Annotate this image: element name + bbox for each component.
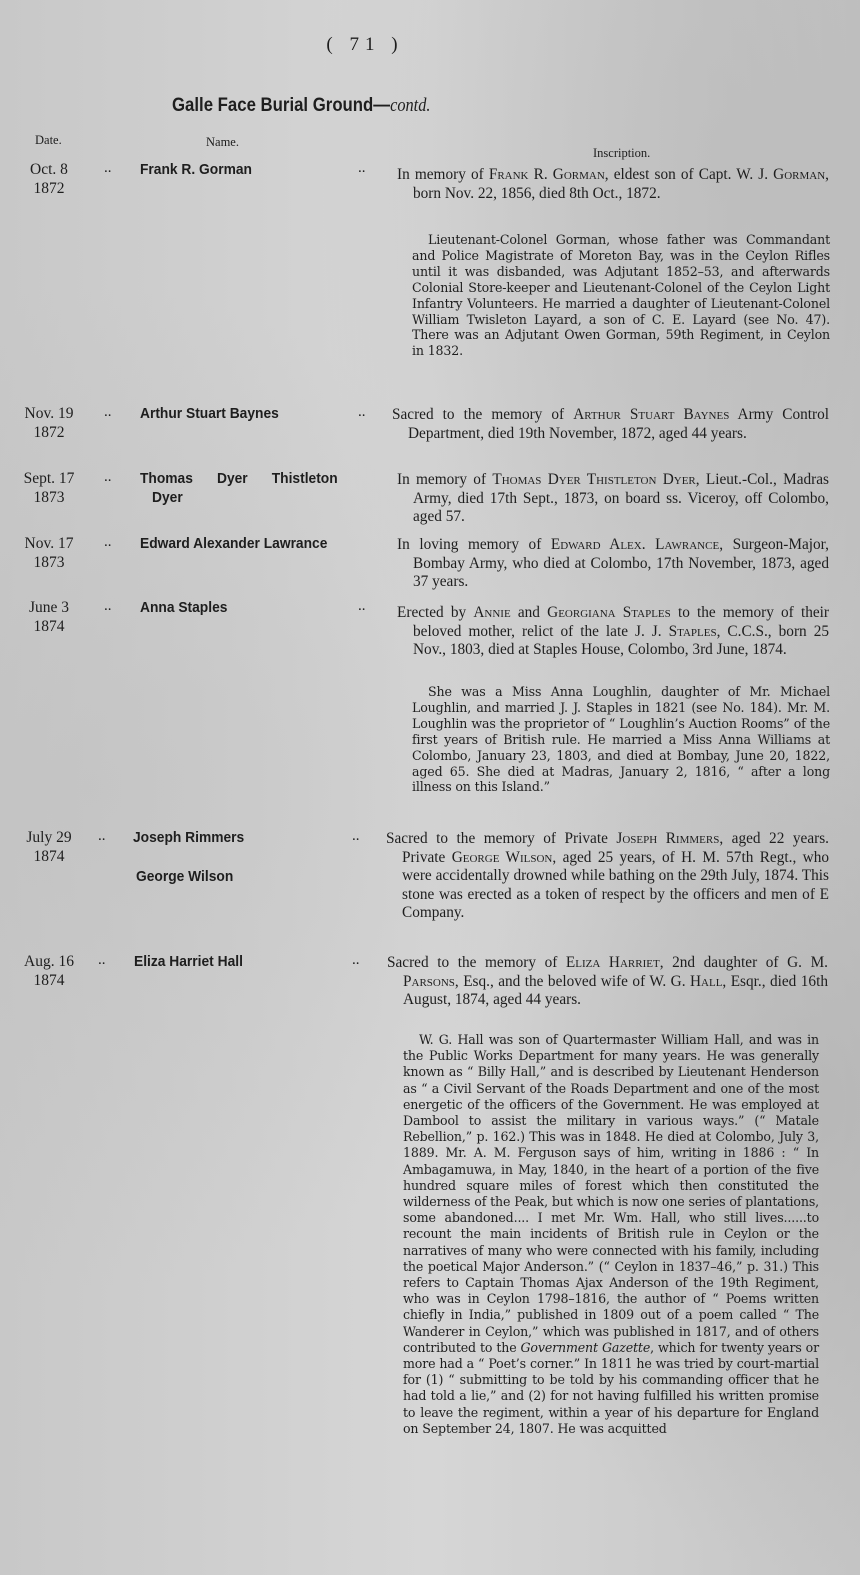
date-year: 1874 xyxy=(33,972,65,989)
insc-text: In memory of xyxy=(397,471,493,488)
entry-inscription xyxy=(397,471,829,527)
entry-date xyxy=(14,828,84,866)
insc-smallcaps: Joseph Rimmers xyxy=(616,830,720,847)
entry-name: Eliza Harriet Hall xyxy=(134,953,243,970)
entry-inscription xyxy=(397,536,829,592)
entry-name-line2: George Wilson xyxy=(136,868,234,885)
entry-note xyxy=(403,1032,819,1437)
insc-text: , eldest son of Capt. W. J. xyxy=(604,166,774,183)
entry-inscription xyxy=(386,830,829,923)
entry-note: Lieutenant-Colonel Gorman, whose father was Commandant and Police Magistrate of Moreton Bay, was in the Ceylon Rifles until it was disbanded, was Adjutant 1852–53, and afterwards Colonial Store-keeper and Lieutenant-Colonel of the Ceylon Light Infantry Volunteers. He married a daughter of Lieutenant-Colonel William Twisleton Layard, a son of C. E. Layard (see No. 47). There was an Adjutant Owen Gorman, 59th Regiment, in Ceylon in 1832. xyxy=(412,232,830,359)
note-text: , which for twenty years or more had a “ Poet’s corner.” In 1811 he was tried by court-martial for (1) “ submitting to be told by his commanding officer that he had told a lie,” and (2) for not having fulfilled his written promise to leave the regiment, within a year of his departure for England on September 24, 1807. He was acquitted xyxy=(403,1339,819,1436)
entry-date xyxy=(14,469,84,507)
date-day: Aug. 16 xyxy=(24,953,74,970)
date-day: Nov. 17 xyxy=(24,535,74,552)
insc-text: , 2nd daughter of G. M. xyxy=(659,954,829,971)
entry-name: Anna Staples xyxy=(140,599,228,616)
date-day: Nov. 19 xyxy=(24,405,74,422)
leader-dots: .. xyxy=(98,828,106,844)
insc-text: , aged 25 years, of H. M. 57th Regt., who were accidentally drowned while bathing on the 29th July, 1874. This stone was erected as a token of respect by the officers and men of E Company. xyxy=(402,848,829,921)
insc-text: , born Nov. 22, 1856, died 8th Oct., 1872. xyxy=(413,166,829,202)
insc-text: , Esq., and the beloved wife of W. G. xyxy=(454,972,690,990)
insc-smallcaps: Thomas Dyer Thistleton Dyer xyxy=(492,471,696,488)
leader-dots: .. xyxy=(358,404,366,420)
entry-name: Thomas Dyer Thistleton xyxy=(140,470,338,487)
insc-text: , C.C.S., born 25 Nov., 1803, died at Staples House, Colombo, 3rd June, 1874. xyxy=(413,622,830,658)
page-number: ( 71 ) xyxy=(326,34,404,55)
date-year: 1873 xyxy=(33,489,65,506)
entry-name: Joseph Rimmers xyxy=(133,829,245,846)
entry-note: She was a Miss Anna Loughlin, daughter of Mr. Michael Loughlin, and married J. J. Staples in 1821 (see No. 184). Mr. M. Loughlin was the proprietor of “ Loughlin’s Auction Rooms” of the first years of British rule. He married a Miss Anna Williams at Colombo, January 23, 1803, and died at Bombay, June 20, 1822, aged 65. She died at Madras, January 2, 1816, “ after a long illness on this Island.” xyxy=(412,684,830,795)
insc-smallcaps: George Wilson xyxy=(451,848,553,866)
leader-dots: .. xyxy=(358,598,366,614)
insc-text: Sacred to the memory of xyxy=(392,406,574,423)
leader-dots: .. xyxy=(104,598,112,614)
insc-text: , Esqr., died 16th August, 1874, aged 44 years. xyxy=(403,972,828,1008)
insc-smallcaps: Frank R. Gorman xyxy=(488,166,605,183)
insc-text: , Lieut.-Col., Madras Army, died 17th Sept., 1873, on board ss. Viceroy, off Colombo, aged 57. xyxy=(413,471,829,525)
date-day: Oct. 8 xyxy=(30,161,68,178)
entry-name: Frank R. Gorman xyxy=(140,161,252,178)
entry-inscription xyxy=(397,166,829,203)
note-italic-title: Government Gazette xyxy=(520,1339,651,1355)
entry-date xyxy=(14,952,84,990)
column-header-inscription: Inscription. xyxy=(593,146,651,160)
insc-smallcaps: Annie xyxy=(473,604,511,621)
insc-smallcaps: Gorman xyxy=(773,166,826,183)
leader-dots: .. xyxy=(104,534,112,550)
date-year: 1872 xyxy=(33,180,65,197)
insc-smallcaps: Hall xyxy=(689,972,723,990)
insc-text: , Surgeon-Major, Bombay Army, who died at Colombo, 17th November, 1873, aged 37 years. xyxy=(413,536,829,590)
entry-inscription xyxy=(397,604,829,660)
section-title-text: Galle Face Burial Ground— xyxy=(172,94,391,116)
insc-text: Sacred to the memory of Private xyxy=(386,830,617,847)
date-year: 1873 xyxy=(33,554,65,571)
insc-smallcaps: Staples xyxy=(668,622,717,640)
entry-date xyxy=(14,534,84,572)
section-title xyxy=(172,94,430,117)
leader-dots: .. xyxy=(104,404,112,420)
date-year: 1872 xyxy=(33,424,65,441)
note-text: W. G. Hall was son of Quartermaster William Hall, and was in the Public Works Department for many years. He was generally known as “ Billy Hall,” and is described by Lieutenant Henderson as “ a Civil Servant of the Roads Department and one of the most energetic of the officers of the Government. He was employed at Dambool to assist the military in various ways.” (“ Matale Rebellion,” p. 162.) This was in 1848. He died at Colombo, July 3, 1889. Mr. A. M. Ferguson says of him, writing in 1886 : “ In Ambagamuwa, in May, 1840, in the heart of a portion of the five hundred square miles of forest which then constituted the wilderness of the Peak, but which is now one series of plantations, some abandoned.... I met Mr. Wm. Hall, who still lives......to recount the main incidents of British rule in Ceylon or the narratives of many who were connected with his family, including the poetical Major Anderson.” (“ Ceylon in 1837–46,” p. 31.) This refers to Captain Thomas Ajax Anderson of the 19th Regiment, who was in Ceylon 1798–1816, the author of “ Poems written chiefly in India,” published in 1809 out of a poem called “ The Wanderer in Ceylon,” which was published in 1817, and of others contributed to the xyxy=(403,1032,819,1355)
insc-text: Erected by xyxy=(397,604,474,621)
insc-text: to the memory of their beloved mother, relict of the late J. J. xyxy=(413,604,829,640)
entry-name-line2: Dyer xyxy=(152,489,183,506)
leader-dots: .. xyxy=(358,160,366,176)
column-header-name: Name. xyxy=(206,135,239,149)
insc-text: In memory of xyxy=(397,166,489,183)
entry-date xyxy=(14,160,84,198)
date-day: Sept. 17 xyxy=(23,470,75,487)
date-year: 1874 xyxy=(33,848,65,865)
insc-text: Army Control Department, died 19th November, 1872, aged 44 years. xyxy=(408,406,830,442)
leader-dots: .. xyxy=(104,160,112,176)
entry-inscription xyxy=(392,406,829,443)
entry-date xyxy=(14,404,84,442)
insc-smallcaps: Georgiana Staples xyxy=(547,604,671,621)
leader-dots: .. xyxy=(98,952,106,968)
date-day: June 3 xyxy=(28,599,70,616)
insc-smallcaps: Parsons xyxy=(403,972,455,990)
date-year: 1874 xyxy=(33,618,65,635)
section-title-contd: contd. xyxy=(390,95,431,116)
entry-name: Edward Alexander Lawrance xyxy=(140,535,328,552)
entry-date xyxy=(14,598,84,636)
insc-smallcaps: Eliza Harriet xyxy=(565,954,660,971)
insc-text: In loving memory of xyxy=(397,536,551,553)
date-day: July 29 xyxy=(26,829,72,846)
entry-inscription xyxy=(387,954,828,1010)
insc-smallcaps: Arthur Stuart Baynes xyxy=(573,406,730,423)
insc-smallcaps: Edward Alex. Lawrance xyxy=(550,536,720,553)
column-header-date: Date. xyxy=(35,133,62,147)
leader-dots: .. xyxy=(104,469,112,485)
entry-name: Arthur Stuart Baynes xyxy=(140,405,279,422)
leader-dots: .. xyxy=(352,952,360,968)
leader-dots: .. xyxy=(352,828,360,844)
insc-text: , aged 22 years. Private xyxy=(402,830,829,866)
insc-text: Sacred to the memory of xyxy=(387,954,566,971)
insc-text: and xyxy=(510,604,548,621)
